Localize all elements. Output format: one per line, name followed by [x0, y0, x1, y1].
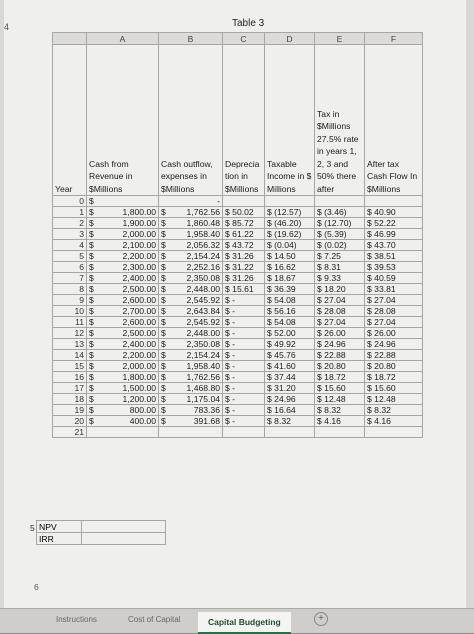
table-row [53, 295, 423, 306]
revenue-cell[interactable]: $ 1,800.00 [87, 372, 159, 383]
year-cell[interactable]: 0 [53, 196, 87, 207]
outflow-cell[interactable]: $ 2,643.84 [159, 306, 223, 317]
revenue-cell[interactable]: $ 2,000.00 [87, 361, 159, 372]
after-tax-cell[interactable] [365, 196, 423, 207]
after-tax-cell[interactable]: $ 33.81 [365, 284, 423, 295]
taxable-income-cell[interactable]: $ 49.92 [265, 339, 315, 350]
outflow-cell[interactable]: $ 1,762.56 [159, 372, 223, 383]
depreciation-cell[interactable]: $ - [223, 383, 265, 394]
outflow-cell[interactable]: $ 2,056.32 [159, 240, 223, 251]
data-grid [52, 32, 422, 438]
outflow-cell[interactable]: $ 2,448.00 [159, 328, 223, 339]
taxable-income-cell[interactable]: $ 45.76 [265, 350, 315, 361]
depreciation-cell[interactable]: $ 61.22 [223, 229, 265, 240]
taxable-income-cell[interactable]: $ 54.08 [265, 295, 315, 306]
column-letter-d[interactable]: D [265, 33, 315, 45]
year-cell[interactable]: 19 [53, 405, 87, 416]
taxable-income-cell[interactable]: $ 16.64 [265, 405, 315, 416]
header-year[interactable]: Year [53, 45, 87, 196]
after-tax-cell[interactable]: $ 4.16 [365, 416, 423, 427]
revenue-cell[interactable]: $ 2,500.00 [87, 328, 159, 339]
year-cell[interactable]: 20 [53, 416, 87, 427]
outflow-cell[interactable]: $ 2,252.16 [159, 262, 223, 273]
depreciation-cell[interactable]: $ - [223, 394, 265, 405]
taxable-income-cell[interactable]: $ 8.32 [265, 416, 315, 427]
irr-label-cell[interactable]: IRR [37, 533, 82, 545]
table-row [53, 306, 423, 317]
taxable-income-cell[interactable]: $ (12.57) [265, 207, 315, 218]
after-tax-cell[interactable]: $ 40.90 [365, 207, 423, 218]
tax-cell[interactable]: $ 27.04 [315, 295, 365, 306]
revenue-cell[interactable]: $ 1,800.00 [87, 207, 159, 218]
depreciation-cell[interactable]: $ 50.02 [223, 207, 265, 218]
after-tax-cell[interactable]: $ 12.48 [365, 394, 423, 405]
year-cell[interactable]: 15 [53, 361, 87, 372]
after-tax-cell[interactable]: $ 28.08 [365, 306, 423, 317]
table-title[interactable]: Table 3 [232, 18, 265, 29]
depreciation-cell[interactable]: $ 15.61 [223, 284, 265, 295]
after-tax-cell[interactable]: $ 43.70 [365, 240, 423, 251]
year-cell[interactable]: 4 [53, 240, 87, 251]
column-letters-row [53, 33, 423, 45]
tax-cell[interactable]: $ 8.31 [315, 262, 365, 273]
after-tax-cell[interactable]: $ 27.04 [365, 295, 423, 306]
tax-cell[interactable]: $ 22.88 [315, 350, 365, 361]
table-row [53, 383, 423, 394]
revenue-cell[interactable]: $ 2,600.00 [87, 317, 159, 328]
header-tax[interactable]: Tax in $Millions 27.5% rate in years 1, 2, 3 and 50% there after [315, 45, 365, 196]
year-cell[interactable]: 16 [53, 372, 87, 383]
depreciation-cell[interactable]: $ - [223, 295, 265, 306]
tax-cell[interactable]: $ 18.20 [315, 284, 365, 295]
outflow-cell[interactable]: $ 2,448.00 [159, 284, 223, 295]
depreciation-cell[interactable]: $ - [223, 416, 265, 427]
taxable-income-cell[interactable]: $ 14.50 [265, 251, 315, 262]
column-letter-a[interactable]: A [87, 33, 159, 45]
table-row [53, 273, 423, 284]
depreciation-cell[interactable]: $ 85.72 [223, 218, 265, 229]
table-row [53, 240, 423, 251]
depreciation-cell[interactable]: $ - [223, 372, 265, 383]
tab-capital-budgeting[interactable]: Capital Budgeting [198, 612, 291, 634]
column-letter-c[interactable]: C [223, 33, 265, 45]
table-row [53, 405, 423, 416]
npv-label-cell[interactable]: NPV [37, 521, 82, 533]
tax-cell[interactable]: $ 28.08 [315, 306, 365, 317]
header-cash-from-revenue[interactable]: Cash from Revenue in $Millions [87, 45, 159, 196]
taxable-income-cell[interactable]: $ 54.08 [265, 317, 315, 328]
table-row [53, 339, 423, 350]
after-tax-cell[interactable]: $ 38.51 [365, 251, 423, 262]
tab-instructions[interactable]: Instructions [56, 615, 97, 624]
taxable-income-cell[interactable]: $ 41.60 [265, 361, 315, 372]
depreciation-cell[interactable]: $ - [223, 361, 265, 372]
revenue-cell[interactable]: $ [87, 196, 159, 207]
revenue-cell[interactable]: $ 2,600.00 [87, 295, 159, 306]
outflow-cell[interactable] [159, 427, 223, 438]
after-tax-cell[interactable]: $ 26.00 [365, 328, 423, 339]
revenue-cell[interactable]: $ 1,900.00 [87, 218, 159, 229]
tax-cell[interactable]: $ 27.04 [315, 317, 365, 328]
header-after-tax[interactable]: After tax Cash Flow In $Millions [365, 45, 423, 196]
tax-cell[interactable]: $ 24.96 [315, 339, 365, 350]
outflow-cell[interactable]: $ 2,545.92 [159, 295, 223, 306]
corner-cell [53, 33, 87, 45]
outflow-cell[interactable]: $ 2,350.08 [159, 273, 223, 284]
depreciation-cell[interactable]: $ 31.26 [223, 273, 265, 284]
table-row [53, 262, 423, 273]
outflow-cell[interactable]: $ 2,350.08 [159, 339, 223, 350]
taxable-income-cell[interactable] [265, 196, 315, 207]
year-cell[interactable]: 1 [53, 207, 87, 218]
after-tax-cell[interactable]: $ 52.22 [365, 218, 423, 229]
depreciation-cell[interactable] [223, 427, 265, 438]
table-row [53, 284, 423, 295]
year-cell[interactable]: 14 [53, 350, 87, 361]
npv-value-cell[interactable] [82, 521, 166, 533]
depreciation-cell[interactable] [223, 196, 265, 207]
tax-cell[interactable]: $ (5.39) [315, 229, 365, 240]
depreciation-cell[interactable]: $ - [223, 317, 265, 328]
table-row [53, 350, 423, 361]
table-row [53, 427, 423, 438]
year-cell[interactable]: 10 [53, 306, 87, 317]
table-row [53, 207, 423, 218]
revenue-cell[interactable]: $ 400.00 [87, 416, 159, 427]
outflow-cell[interactable]: $ 1,958.40 [159, 229, 223, 240]
revenue-cell[interactable]: $ 1,200.00 [87, 394, 159, 405]
after-tax-cell[interactable]: $ 22.88 [365, 350, 423, 361]
tax-cell[interactable]: $ 7.25 [315, 251, 365, 262]
taxable-income-cell[interactable]: $ 56.16 [265, 306, 315, 317]
tax-cell[interactable] [315, 427, 365, 438]
table-row [53, 394, 423, 405]
year-cell[interactable]: 11 [53, 317, 87, 328]
sheet-tab-bar [0, 608, 474, 633]
revenue-cell[interactable]: $ 2,200.00 [87, 350, 159, 361]
add-sheet-icon[interactable]: + [314, 612, 328, 626]
header-taxable-income[interactable]: Taxable Income in $ Millions [265, 45, 315, 196]
irr-value-cell[interactable] [82, 533, 166, 545]
tax-cell[interactable] [315, 196, 365, 207]
year-cell[interactable]: 8 [53, 284, 87, 295]
year-cell[interactable]: 21 [53, 427, 87, 438]
table-row [53, 328, 423, 339]
depreciation-cell[interactable]: $ - [223, 306, 265, 317]
depreciation-cell[interactable]: $ 31.22 [223, 262, 265, 273]
after-tax-cell[interactable]: $ 39.53 [365, 262, 423, 273]
after-tax-cell[interactable]: $ 27.04 [365, 317, 423, 328]
header-depreciation[interactable]: Deprecia tion in $Millions [223, 45, 265, 196]
taxable-income-cell[interactable]: $ 31.20 [265, 383, 315, 394]
tax-cell[interactable]: $ 15.60 [315, 383, 365, 394]
depreciation-cell[interactable]: $ 31.26 [223, 251, 265, 262]
row-number-6: 6 [34, 582, 39, 592]
year-cell[interactable]: 9 [53, 295, 87, 306]
revenue-cell[interactable]: $ 2,000.00 [87, 229, 159, 240]
column-letter-e[interactable]: E [315, 33, 365, 45]
table-row [53, 372, 423, 383]
depreciation-cell[interactable]: $ 43.72 [223, 240, 265, 251]
taxable-income-cell[interactable]: $ 37.44 [265, 372, 315, 383]
table-row [53, 251, 423, 262]
tax-cell[interactable]: $ 9.33 [315, 273, 365, 284]
year-cell[interactable]: 12 [53, 328, 87, 339]
outflow-cell[interactable]: $ 1,175.04 [159, 394, 223, 405]
header-row [53, 45, 423, 196]
column-letter-f[interactable]: F [365, 33, 423, 45]
year-cell[interactable]: 2 [53, 218, 87, 229]
tax-cell[interactable]: $ (3.46) [315, 207, 365, 218]
outflow-cell[interactable]: $ 783.36 [159, 405, 223, 416]
revenue-cell[interactable]: $ 2,300.00 [87, 262, 159, 273]
tab-cost-of-capital[interactable]: Cost of Capital [128, 615, 181, 624]
depreciation-cell[interactable]: $ - [223, 328, 265, 339]
header-cash-outflow[interactable]: Cash outflow, expenses in $Millions [159, 45, 223, 196]
after-tax-cell[interactable]: $ 24.96 [365, 339, 423, 350]
revenue-cell[interactable]: $ 2,400.00 [87, 273, 159, 284]
npv-irr-block [36, 520, 166, 545]
taxable-income-cell[interactable]: $ 18.67 [265, 273, 315, 284]
year-cell[interactable]: 5 [53, 251, 87, 262]
taxable-income-cell[interactable]: $ 36.39 [265, 284, 315, 295]
tax-cell[interactable]: $ 12.48 [315, 394, 365, 405]
year-cell[interactable]: 3 [53, 229, 87, 240]
after-tax-cell[interactable]: $ 40.59 [365, 273, 423, 284]
taxable-income-cell[interactable]: $ 52.00 [265, 328, 315, 339]
revenue-cell[interactable]: $ 2,100.00 [87, 240, 159, 251]
table-row [53, 218, 423, 229]
tax-cell[interactable]: $ 4.16 [315, 416, 365, 427]
revenue-cell[interactable]: $ 2,400.00 [87, 339, 159, 350]
tax-cell[interactable]: $ 18.72 [315, 372, 365, 383]
taxable-income-cell[interactable]: $ (0.04) [265, 240, 315, 251]
depreciation-cell[interactable]: $ - [223, 339, 265, 350]
row-number-4: 4 [4, 22, 10, 32]
depreciation-cell[interactable]: $ - [223, 350, 265, 361]
table-row [53, 361, 423, 372]
taxable-income-cell[interactable] [265, 427, 315, 438]
column-letter-b[interactable]: B [159, 33, 223, 45]
outflow-cell[interactable]: $ 2,545.92 [159, 317, 223, 328]
revenue-cell[interactable]: $ 2,500.00 [87, 284, 159, 295]
after-tax-cell[interactable] [365, 427, 423, 438]
tax-cell[interactable]: $ 20.80 [315, 361, 365, 372]
outflow-cell[interactable]: $ 1,958.40 [159, 361, 223, 372]
taxable-income-cell[interactable]: $ 24.96 [265, 394, 315, 405]
taxable-income-cell[interactable]: $ 16.62 [265, 262, 315, 273]
row-number-5: 5 [30, 523, 35, 533]
tax-cell[interactable]: $ (12.70) [315, 218, 365, 229]
revenue-cell[interactable] [87, 427, 159, 438]
tax-cell[interactable]: $ 26.00 [315, 328, 365, 339]
after-tax-cell[interactable]: $ 20.80 [365, 361, 423, 372]
after-tax-cell[interactable]: $ 18.72 [365, 372, 423, 383]
depreciation-cell[interactable]: $ - [223, 405, 265, 416]
outflow-cell[interactable]: $ 2,154.24 [159, 350, 223, 361]
tax-cell[interactable]: $ 8.32 [315, 405, 365, 416]
revenue-cell[interactable]: $ 2,200.00 [87, 251, 159, 262]
outflow-cell[interactable]: $ 2,154.24 [159, 251, 223, 262]
revenue-cell[interactable]: $ 2,700.00 [87, 306, 159, 317]
year-cell[interactable]: 6 [53, 262, 87, 273]
revenue-cell[interactable]: $ 800.00 [87, 405, 159, 416]
year-cell[interactable]: 18 [53, 394, 87, 405]
after-tax-cell[interactable]: $ 15.60 [365, 383, 423, 394]
outflow-cell[interactable]: - [159, 196, 223, 207]
after-tax-cell[interactable]: $ 8.32 [365, 405, 423, 416]
taxable-income-cell[interactable]: $ (46.20) [265, 218, 315, 229]
outflow-cell[interactable]: $ 1,468.80 [159, 383, 223, 394]
table-row [53, 196, 423, 207]
tax-cell[interactable]: $ (0.02) [315, 240, 365, 251]
outflow-cell[interactable]: $ 1,860.48 [159, 218, 223, 229]
year-cell[interactable]: 17 [53, 383, 87, 394]
table-row [53, 416, 423, 427]
outflow-cell[interactable]: $ 1,762.56 [159, 207, 223, 218]
taxable-income-cell[interactable]: $ (19.62) [265, 229, 315, 240]
revenue-cell[interactable]: $ 1,500.00 [87, 383, 159, 394]
after-tax-cell[interactable]: $ 46.99 [365, 229, 423, 240]
year-cell[interactable]: 7 [53, 273, 87, 284]
outflow-cell[interactable]: $ 391.68 [159, 416, 223, 427]
year-cell[interactable]: 13 [53, 339, 87, 350]
table-row [53, 317, 423, 328]
table-row [53, 229, 423, 240]
